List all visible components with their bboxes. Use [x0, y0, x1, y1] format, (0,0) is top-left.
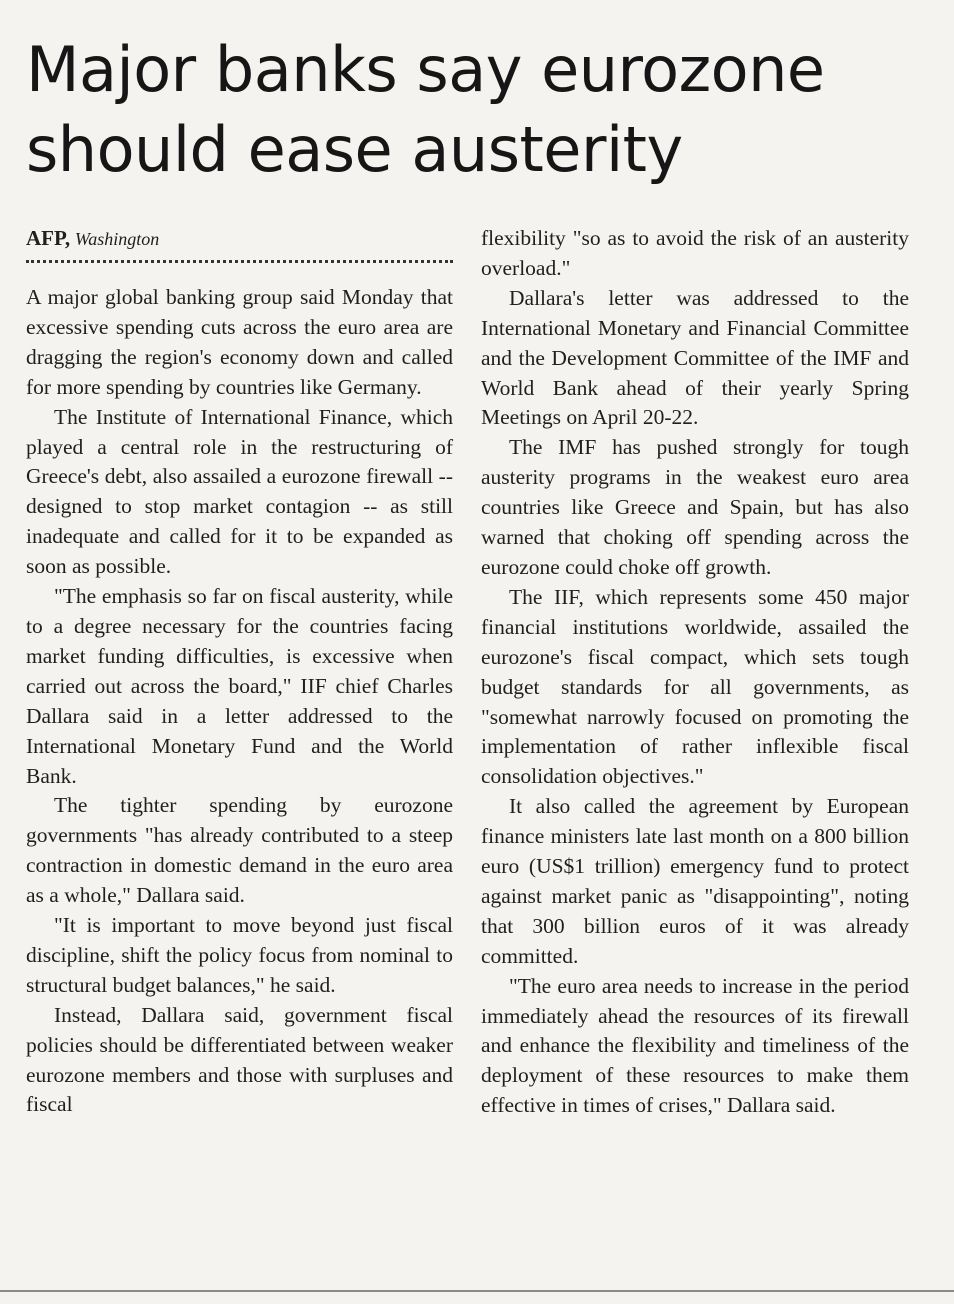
paragraph: The IMF has pushed strongly for tough austerity programs in the weakest euro area countries like Greece and Spain, but has also warned that choking off spending across the eurozone could choke off growth. — [481, 435, 909, 579]
paragraph-continued: flexibility "so as to avoid the risk of an austerity overload." — [481, 226, 909, 280]
byline-agency: AFP, — [26, 226, 71, 250]
paragraph: "The emphasis so far on fiscal austerity, while to a degree necessary for the countries facing market funding difficulties, is excessive when carried out across the board," IIF chief Charles Dallara said in a letter addressed to the International Monetary Fund and the World Bank. — [26, 584, 453, 788]
article-column-left — [26, 224, 453, 1120]
paragraph: A major global banking group said Monday that excessive spending cuts across the euro area are dragging the region's economy down and called for more spending by countries like Germany. — [26, 285, 453, 399]
paragraph: The Institute of International Finance, which played a central role in the restructuring of Greece's debt, also assailed a eurozone firewall -- designed to stop market contagion -- as still inadequate and called for it to be expanded as soon as possible. — [26, 404, 453, 579]
paragraph: The IIF, which represents some 450 major financial institutions worldwide, assailed the eurozone's fiscal compact, which sets tough budget standards for all governments, as "somewhat narrowly focused on promoting the implementation of rather inflexible fiscal consolidation objectives." — [481, 584, 909, 789]
article-column-right — [481, 224, 909, 1121]
paragraph: The tighter spending by eurozone governments "has already contributed to a steep contraction in domestic demand in the euro area as a whole," Dallara said. — [26, 793, 453, 908]
paragraph: "It is important to move beyond just fiscal discipline, shift the policy focus from nominal to structural budget balances," he said. — [26, 913, 453, 997]
headline-line-1: Major banks say eurozone — [26, 33, 825, 106]
paragraph: "The euro area needs to increase in the period immediately ahead the resources of its firewall and enhance the flexibility and timeliness of the deployment of these resources to make them effective in times of crises," Dallara said. — [481, 973, 909, 1118]
byline-place: Washington — [74, 229, 160, 249]
byline — [26, 224, 453, 254]
paragraph: It also called the agreement by European finance ministers late last month on a 800 billion euro (US$1 trillion) emergency fund to protect against market panic as "disappointing", noting that 300 billion euros of it was already committed. — [481, 794, 909, 968]
bottom-rule — [0, 1290, 954, 1292]
headline — [26, 30, 936, 190]
paragraph: Instead, Dallara said, government fiscal policies should be differentiated between weaker eurozone members and those with surpluses and fiscal — [26, 1002, 453, 1117]
paragraph: Dallara's letter was addressed to the International Monetary and Financial Committee and the Development Committee of the IMF and World Bank ahead of their yearly Spring Meetings on April 20-22. — [481, 285, 909, 430]
dotted-divider — [26, 260, 453, 263]
headline-line-2: should ease austerity — [26, 113, 683, 186]
